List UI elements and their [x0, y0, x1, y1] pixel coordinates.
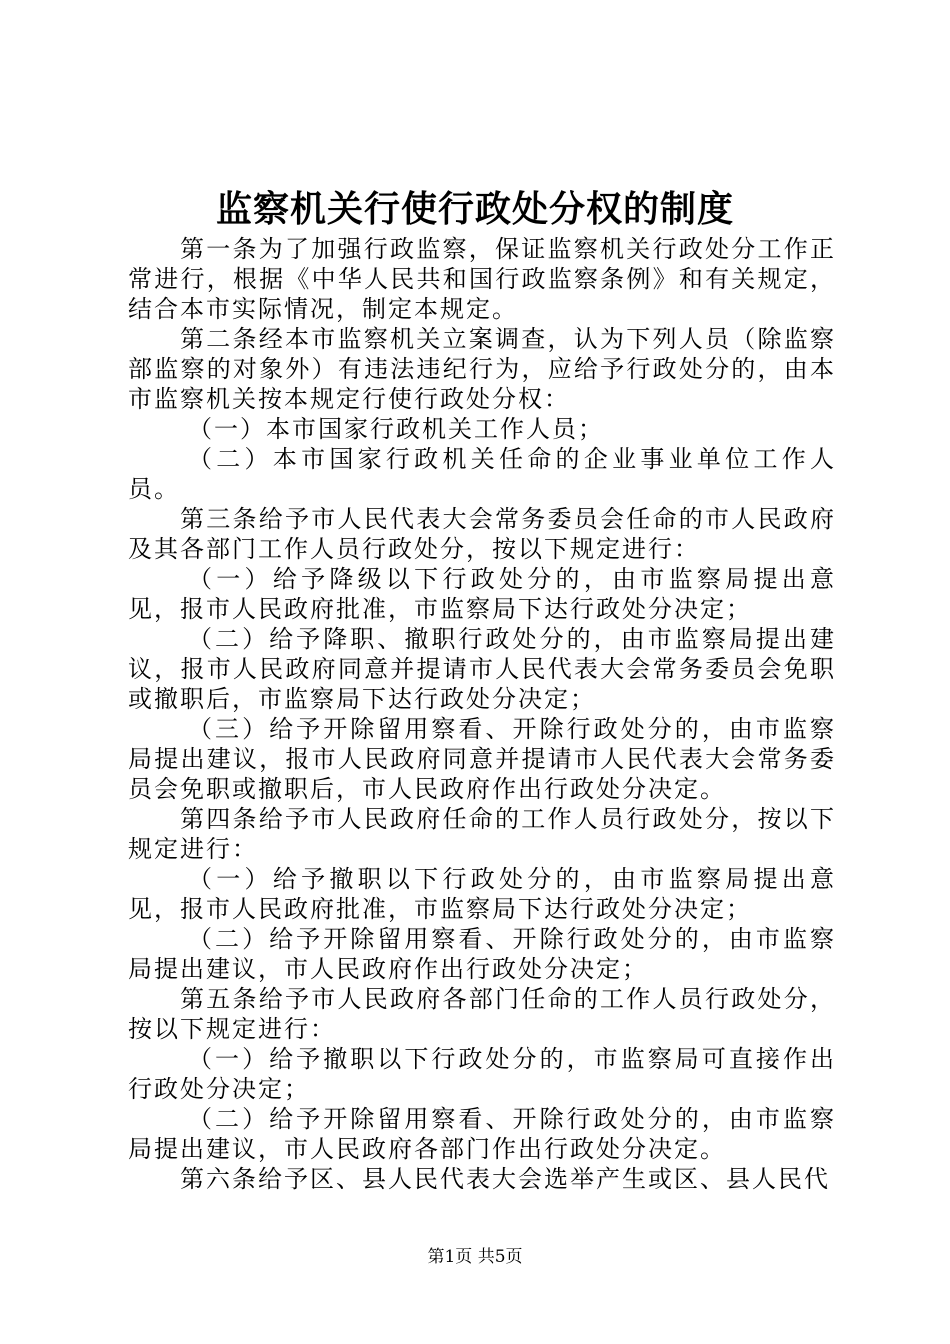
paragraph-item: （一）给予降级以下行政处分的，由市监察局提出意见，报市人民政府批准，市监察局下达行政处分决定；	[128, 565, 836, 623]
paragraph-item: （三）给予开除留用察看、开除行政处分的，由市监察局提出建议，报市人民政府同意并提请市人民代表大会常务委员会免职或撤职后，市人民政府作出行政处分决定。	[128, 715, 836, 803]
page-number-footer: 第1页 共5页	[427, 1247, 523, 1267]
paragraph-item: （二）给予降职、撤职行政处分的，由市监察局提出建议，报市人民政府同意并提请市人民代表大会常务委员会免职或撤职后，市监察局下达行政处分决定；	[128, 625, 836, 713]
document-title: 监察机关行使行政处分权的制度	[215, 188, 734, 230]
paragraph-article-3: 第三条给予市人民代表大会常务委员会任命的市人民政府及其各部门工作人员行政处分，按以下规定进行：	[128, 505, 836, 563]
paragraph-item: （一）给予撤职以下行政处分的，市监察局可直接作出行政处分决定；	[128, 1045, 836, 1103]
paragraph-article-5: 第五条给予市人民政府各部门任命的工作人员行政处分，按以下规定进行：	[128, 985, 836, 1043]
paragraph-article-4: 第四条给予市人民政府任命的工作人员行政处分，按以下规定进行：	[128, 805, 836, 863]
paragraph-article-2: 第二条经本市监察机关立案调查，认为下列人员（除监察部监察的对象外）有违法违纪行为，应给予行政处分的，由本市监察机关按本规定行使行政处分权：	[128, 325, 836, 413]
paragraph-item: （二）给予开除留用察看、开除行政处分的，由市监察局提出建议，市人民政府各部门作出行政处分决定。	[128, 1105, 836, 1163]
paragraph-item: （一）给予撤职以下行政处分的，由市监察局提出意见，报市人民政府批准，市监察局下达行政处分决定；	[128, 865, 836, 923]
paragraph-item: （一）本市国家行政机关工作人员；	[188, 415, 604, 443]
paragraph-item: （二）本市国家行政机关任命的企业事业单位工作人员。	[128, 445, 836, 503]
document-body	[128, 234, 836, 1194]
paragraph-article-1: 第一条为了加强行政监察，保证监察机关行政处分工作正常进行，根据《中华人民共和国行政监察条例》和有关规定，结合本市实际情况，制定本规定。	[128, 235, 836, 323]
paragraph-item: （二）给予开除留用察看、开除行政处分的，由市监察局提出建议，市人民政府作出行政处分决定；	[128, 925, 836, 983]
paragraph-article-6: 第六条给予区、县人民代表大会选举产生或区、县人民代	[180, 1165, 830, 1193]
